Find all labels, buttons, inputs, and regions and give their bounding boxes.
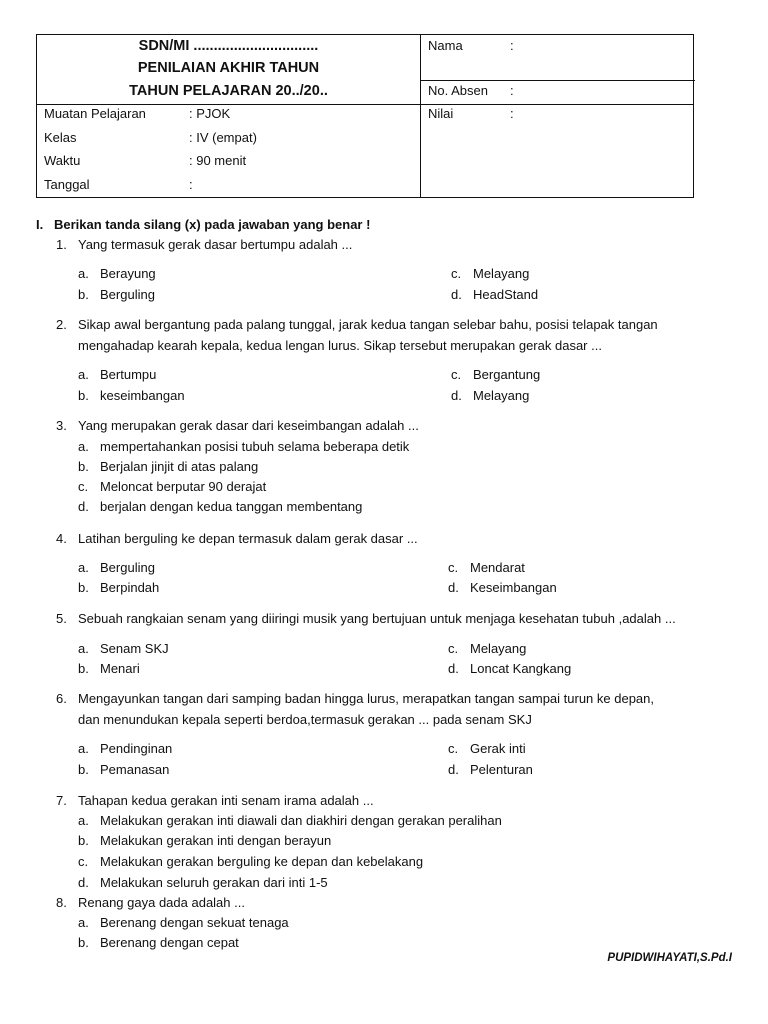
option-2a[interactable] bbox=[78, 365, 156, 385]
absen-colon: : bbox=[510, 83, 514, 98]
question-number: 4. bbox=[56, 531, 67, 546]
exam-title: PENILAIAN AKHIR TAHUN bbox=[137, 60, 320, 76]
option-3d[interactable] bbox=[78, 497, 362, 517]
option-text: Berjalan jinjit di atas palang bbox=[100, 459, 259, 474]
class-value: : IV (empat) bbox=[189, 130, 257, 145]
option-text: Meloncat berputar 90 derajat bbox=[100, 479, 267, 494]
score-colon: : bbox=[510, 106, 514, 121]
name-colon: : bbox=[510, 38, 514, 53]
option-letter: a. bbox=[78, 915, 89, 930]
option-text: HeadStand bbox=[473, 287, 539, 302]
option-8a[interactable] bbox=[78, 913, 289, 933]
option-7a[interactable] bbox=[78, 811, 502, 831]
divider bbox=[420, 35, 421, 197]
option-1b[interactable] bbox=[78, 285, 155, 305]
option-6b[interactable] bbox=[78, 760, 169, 780]
option-letter: c. bbox=[451, 367, 462, 382]
time-label: Waktu bbox=[44, 153, 81, 168]
option-6d[interactable] bbox=[448, 760, 533, 780]
question-number: 3. bbox=[56, 418, 67, 433]
option-text: mempertahankan posisi tubuh selama beberapa detik bbox=[100, 439, 410, 454]
option-letter: d. bbox=[448, 762, 459, 777]
option-8b[interactable] bbox=[78, 933, 239, 953]
option-text: Gerak inti bbox=[470, 741, 526, 756]
option-text: Melakukan seluruh gerakan dari inti 1-5 bbox=[100, 875, 328, 890]
option-letter: b. bbox=[78, 580, 89, 595]
option-6c[interactable] bbox=[448, 739, 526, 759]
section-instruction: Berikan tanda silang (x) pada jawaban yang benar ! bbox=[54, 217, 371, 232]
question-number: 2. bbox=[56, 317, 67, 332]
header-table bbox=[36, 34, 694, 198]
school-name: SDN/MI ............................... bbox=[138, 38, 319, 54]
option-text: Melayang bbox=[473, 266, 530, 281]
name-label: Nama bbox=[428, 38, 463, 53]
option-3c[interactable] bbox=[78, 477, 266, 497]
option-letter: d. bbox=[448, 580, 459, 595]
option-6a[interactable] bbox=[78, 739, 172, 759]
option-text: Bertumpu bbox=[100, 367, 157, 382]
subject-value: : PJOK bbox=[189, 106, 231, 121]
option-1d[interactable] bbox=[451, 285, 538, 305]
option-letter: c. bbox=[451, 266, 462, 281]
question-number: 6. bbox=[56, 691, 67, 706]
option-5d[interactable] bbox=[448, 659, 571, 679]
section-number: I. bbox=[36, 217, 44, 232]
option-letter: c. bbox=[448, 741, 459, 756]
option-text: Pelenturan bbox=[470, 762, 533, 777]
option-letter: d. bbox=[78, 875, 89, 890]
option-4b[interactable] bbox=[78, 578, 159, 598]
option-2c[interactable] bbox=[451, 365, 540, 385]
option-5c[interactable] bbox=[448, 639, 526, 659]
question-number: 8. bbox=[56, 895, 67, 910]
subject-label: Muatan Pelajaran bbox=[44, 106, 146, 121]
option-text: Berenang dengan cepat bbox=[100, 935, 239, 950]
question-text: Latihan berguling ke depan termasuk dalam gerak dasar ... bbox=[78, 531, 418, 546]
option-letter: a. bbox=[78, 741, 89, 756]
option-letter: c. bbox=[448, 641, 459, 656]
section-heading bbox=[36, 217, 370, 232]
question-text: Mengayunkan tangan dari samping badan hingga lurus, merapatkan tangan sampai turun ke depan, bbox=[78, 691, 655, 706]
option-letter: d. bbox=[448, 661, 459, 676]
question-text: Yang merupakan gerak dasar dari keseimbangan adalah ... bbox=[78, 418, 419, 433]
option-1c[interactable] bbox=[451, 264, 529, 284]
option-letter: b. bbox=[78, 935, 89, 950]
question-text: dan menundukan kepala seperti berdoa,termasuk gerakan ... pada senam SKJ bbox=[78, 712, 532, 727]
option-letter: a. bbox=[78, 439, 89, 454]
question-text: mengahadap kearah kepala, kedua lengan lurus. Sikap tersebut merupakan gerak dasar ... bbox=[78, 338, 602, 353]
time-value: : 90 menit bbox=[189, 153, 247, 168]
question-text: Sebuah rangkaian senam yang diiringi musik yang bertujuan untuk menjaga kesehatan tubuh ,adalah ... bbox=[78, 611, 676, 626]
option-text: Menari bbox=[100, 661, 140, 676]
option-1a[interactable] bbox=[78, 264, 156, 284]
date-value: : bbox=[189, 177, 193, 192]
question-text: Renang gaya dada adalah ... bbox=[78, 895, 245, 910]
option-7d[interactable] bbox=[78, 873, 328, 893]
option-4a[interactable] bbox=[78, 558, 155, 578]
option-text: Melakukan gerakan berguling ke depan dan kebelakang bbox=[100, 854, 424, 869]
option-text: Melayang bbox=[473, 388, 530, 403]
option-text: Berpindah bbox=[100, 580, 160, 595]
option-text: Mendarat bbox=[470, 560, 525, 575]
option-letter: d. bbox=[451, 388, 462, 403]
question-text: Sikap awal bergantung pada palang tunggal, jarak kedua tangan selebar bahu, posisi telapak tangan bbox=[78, 317, 658, 332]
option-letter: a. bbox=[78, 560, 89, 575]
question-text: Yang termasuk gerak dasar bertumpu adalah ... bbox=[78, 237, 353, 252]
option-5a[interactable] bbox=[78, 639, 169, 659]
option-text: Pemanasan bbox=[100, 762, 170, 777]
divider bbox=[420, 80, 695, 81]
option-text: Berguling bbox=[100, 560, 155, 575]
option-letter: d. bbox=[78, 499, 89, 514]
option-letter: a. bbox=[78, 367, 89, 382]
exam-year: TAHUN PELAJARAN 20../20.. bbox=[129, 83, 328, 99]
option-letter: b. bbox=[78, 762, 89, 777]
option-letter: c. bbox=[78, 854, 89, 869]
question-number: 1. bbox=[56, 237, 67, 252]
option-4c[interactable] bbox=[448, 558, 525, 578]
option-text: keseimbangan bbox=[100, 388, 185, 403]
question-number: 7. bbox=[56, 793, 67, 808]
option-letter: a. bbox=[78, 266, 89, 281]
option-text: Melakukan gerakan inti diawali dan diakhiri dengan gerakan peralihan bbox=[100, 813, 502, 828]
option-4d[interactable] bbox=[448, 578, 557, 598]
option-text: berjalan dengan kedua tanggan membentang bbox=[100, 499, 363, 514]
option-letter: b. bbox=[78, 833, 89, 848]
divider bbox=[37, 104, 693, 105]
score-label: Nilai bbox=[428, 106, 454, 121]
date-label: Tanggal bbox=[44, 177, 90, 192]
option-5b[interactable] bbox=[78, 659, 140, 679]
option-letter: b. bbox=[78, 287, 89, 302]
option-7c[interactable] bbox=[78, 852, 423, 872]
option-text: Berenang dengan sekuat tenaga bbox=[100, 915, 289, 930]
option-text: Berguling bbox=[100, 287, 155, 302]
option-text: Melayang bbox=[470, 641, 527, 656]
option-2d[interactable] bbox=[451, 386, 529, 406]
option-text: Pendinginan bbox=[100, 741, 173, 756]
option-3a[interactable] bbox=[78, 437, 409, 457]
absen-label: No. Absen bbox=[428, 83, 488, 98]
option-text: Berayung bbox=[100, 266, 156, 281]
question-number: 5. bbox=[56, 611, 67, 626]
option-text: Loncat Kangkang bbox=[470, 661, 572, 676]
option-letter: c. bbox=[78, 479, 89, 494]
option-letter: a. bbox=[78, 813, 89, 828]
question-text: Tahapan kedua gerakan inti senam irama adalah ... bbox=[78, 793, 374, 808]
option-letter: d. bbox=[451, 287, 462, 302]
option-3b[interactable] bbox=[78, 457, 258, 477]
option-letter: b. bbox=[78, 459, 89, 474]
option-text: Keseimbangan bbox=[470, 580, 557, 595]
option-7b[interactable] bbox=[78, 831, 331, 851]
option-2b[interactable] bbox=[78, 386, 185, 406]
option-text: Melakukan gerakan inti dengan berayun bbox=[100, 833, 332, 848]
option-letter: b. bbox=[78, 661, 89, 676]
class-label: Kelas bbox=[44, 130, 77, 145]
option-text: Senam SKJ bbox=[100, 641, 169, 656]
author-signature: PUPIDWIHAYATI,S.Pd.I bbox=[607, 952, 732, 964]
option-text: Bergantung bbox=[473, 367, 541, 382]
option-letter: b. bbox=[78, 388, 89, 403]
option-letter: a. bbox=[78, 641, 89, 656]
option-letter: c. bbox=[448, 560, 459, 575]
